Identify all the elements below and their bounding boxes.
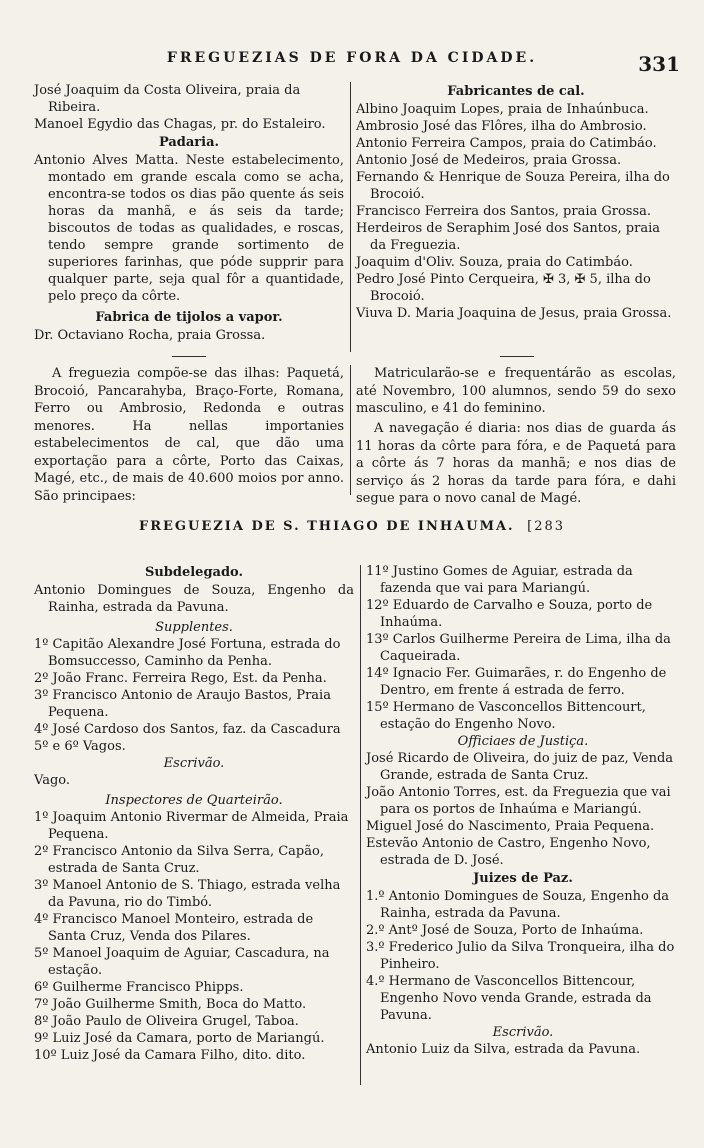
list-item: 15º Hermano de Vasconcellos Bittencourt, estação do Engenho Novo.	[366, 700, 646, 732]
list-item: 5º Manoel Joaquim de Aguiar, Cascadura, na estação.	[34, 946, 330, 978]
list-item: 2º João Franc. Ferreira Rego, Est. da Penha.	[34, 671, 327, 686]
subdelegado-entry: Antonio Domingues de Souza, Engenho da Rainha, estrada da Pavuna.	[34, 583, 354, 615]
subdelegado-heading: Subdelegado.	[144, 565, 244, 580]
list-item: 9º Luiz José da Camara, porto de Mariangú.	[34, 1031, 325, 1046]
list-item: 6º Guilherme Francisco Phipps.	[34, 980, 244, 995]
list-item: 13º Carlos Guilherme Pereira de Lima, ilha da Caqueirada.	[366, 632, 671, 664]
list-item: João Antonio Torres, est. da Freguezia que vai para os portos de Inhaúma e Mariangú.	[366, 785, 671, 817]
section-code: [283	[527, 519, 566, 534]
list-item: 1º Joaquim Antonio Rivermar de Almeida, Praia Pequena.	[34, 810, 349, 842]
inhauma-left-column	[34, 563, 354, 1064]
juizes-heading: Juizes de Paz.	[473, 871, 573, 886]
escrivao-entry-left: Vago.	[34, 773, 70, 788]
list-item: 4º Francisco Manoel Monteiro, estrada de Santa Cruz, Venda dos Pilares.	[34, 912, 314, 944]
short-rule-left	[172, 356, 206, 357]
list-item: José Ricardo de Oliveira, do juiz de paz, Venda Grande, estrada de Santa Cruz.	[366, 751, 674, 783]
top-right-column	[356, 82, 676, 322]
list-item: 4º José Cardoso dos Santos, faz. da Cascadura	[34, 722, 341, 737]
escrivao-heading-left: Escrivão.	[163, 756, 225, 771]
list-item: Estevão Antonio de Castro, Engenho Novo, estrada de D. José.	[366, 836, 651, 868]
list-item: Francisco Ferreira dos Santos, praia Grossa.	[356, 204, 652, 219]
list-item: 3.º Frederico Julio da Silva Tronqueira, ilha do Pinheiro.	[366, 940, 675, 972]
list-item: 4.º Hermano de Vasconcellos Bittencour, Engenho Novo venda Grande, estrada da Pavuna.	[366, 974, 652, 1023]
padaria-heading: Padaria.	[158, 135, 220, 150]
list-item: 1.º Antonio Domingues de Souza, Engenho da Rainha, estrada da Pavuna.	[366, 889, 670, 921]
list-item: Pedro José Pinto Cerqueira, ✠ 3, ✠ 5, ilha do Brocoió.	[356, 272, 651, 304]
list-item: 8º João Paulo de Oliveira Grugel, Taboa.	[34, 1014, 299, 1029]
list-item: Manoel Egydio das Chagas, pr. do Estaleiro.	[34, 117, 326, 132]
escolas-paragraph: Matricularão-se e frequentárão as escolas, até Novembro, 100 alumnos, sendo 59 do sexo masculino, e 41 do feminino.	[356, 366, 676, 416]
list-item: 3º Manoel Antonio de S. Thiago, estrada velha da Pavuna, rio do Timbó.	[34, 878, 341, 910]
list-item: 3º Francisco Antonio de Araujo Bastos, Praia Pequena.	[34, 688, 331, 720]
list-item: 10º Luiz José da Camara Filho, dito. dito.	[34, 1048, 306, 1063]
list-item: Herdeiros de Seraphim José dos Santos, praia da Freguezia.	[356, 221, 660, 253]
column-divider-middle	[350, 365, 351, 495]
section-title: FREGUEZIA DE S. THIAGO DE INHAUMA. [283	[138, 519, 566, 534]
list-item: Fernando & Henrique de Souza Pereira, ilha do Brocoió.	[356, 170, 670, 202]
list-item: Ambrosio José das Flôres, ilha do Ambrosio.	[356, 119, 647, 134]
officiaes-heading: Officiaes de Justiça.	[457, 734, 589, 749]
list-item: 5º e 6º Vagos.	[34, 739, 126, 754]
list-item: 2.º Antº José de Souza, Porto de Inhaúma.	[366, 923, 644, 938]
list-item: 14º Ignacio Fer. Guimarães, r. do Engenho de Dentro, em frente á estrada de ferro.	[366, 666, 667, 698]
inhauma-right-column	[366, 563, 680, 1058]
list-item: Joaquim d'Oliv. Souza, praia do Catimbáo.	[356, 255, 633, 270]
list-item: 12º Eduardo de Carvalho e Souza, porto de Inhaúma.	[366, 598, 653, 630]
top-left-column	[34, 82, 344, 344]
supplentes-heading: Supplentes.	[155, 620, 233, 635]
freguezia-description: A freguezia compõe-se das ilhas: Paquetá, Brocoió, Pancarahyba, Braço-Forte, Romana, Ferro ou Ambrosio, Redonda e outras menores. Ha nellas importanies estabelecimentos de cal, que dão uma exportação para a côrte, Porto das Caixas, Magé, etc., de mais de 40.600 moios por anno. São principaes:	[34, 366, 344, 504]
list-item: José Joaquim da Costa Oliveira, praia da Ribeira.	[34, 83, 301, 115]
tijolos-entry: Dr. Octaviano Rocha, praia Grossa.	[34, 328, 266, 343]
tijolos-heading: Fabrica de tijolos a vapor.	[95, 310, 283, 325]
list-item: Antonio Ferreira Campos, praia do Catimbáo.	[356, 136, 657, 151]
escrivao-entry-right: Antonio Luiz da Silva, estrada da Pavuna.	[366, 1042, 641, 1057]
cal-heading: Fabricantes de cal.	[447, 84, 585, 99]
page-number: 331	[638, 52, 680, 76]
list-item: Viuva D. Maria Joaquina de Jesus, praia Grossa.	[356, 306, 672, 321]
list-item: 11º Justino Gomes de Aguiar, estrada da fazenda que vai para Mariangú.	[366, 564, 633, 596]
list-item: Miguel José do Nascimento, Praia Pequena.	[366, 819, 655, 834]
padaria-text: Antonio Alves Matta. Neste estabelecimento, montado em grande escala como se acha, encontra-se todos os dias pão quente ás seis horas da manhã, e ás seis da tarde; biscoutos de todas as qualidades, e roscas, tendo sempre grande sortimento de superiores farinhas, que póde supprir para qualquer parte, seja qual fôr a quantidade, pelo preço da côrte.	[34, 153, 344, 304]
list-item: 2º Francisco Antonio da Silva Serra, Capão, estrada de Santa Cruz.	[34, 844, 324, 876]
short-rule-right	[500, 356, 534, 357]
column-divider-top	[350, 82, 351, 352]
list-item: Antonio José de Medeiros, praia Grossa.	[356, 153, 622, 168]
escrivao-heading-right: Escrivão.	[492, 1025, 554, 1040]
list-item: Albino Joaquim Lopes, praia de Inhaúnbuca.	[356, 102, 649, 117]
running-header: FREGUEZIAS DE FORA DA CIDADE.	[166, 50, 538, 66]
list-item: 1º Capitão Alexandre José Fortuna, estrada do Bomsuccesso, Caminho da Penha.	[34, 637, 341, 669]
inspectores-heading: Inspectores de Quarteirão.	[105, 793, 283, 808]
list-item: 7º João Guilherme Smith, Boca do Matto.	[34, 997, 307, 1012]
column-divider-bottom	[360, 565, 361, 1085]
navegacao-paragraph: A navegação é diaria: nos dias de guarda ás 11 horas da côrte para fóra, e de Paquetá para a côrte ás 7 horas da manhã; e nos dias de serviço ás 2 horas da tarde para fóra, e dahi segue para o novo canal de Magé.	[356, 421, 676, 506]
